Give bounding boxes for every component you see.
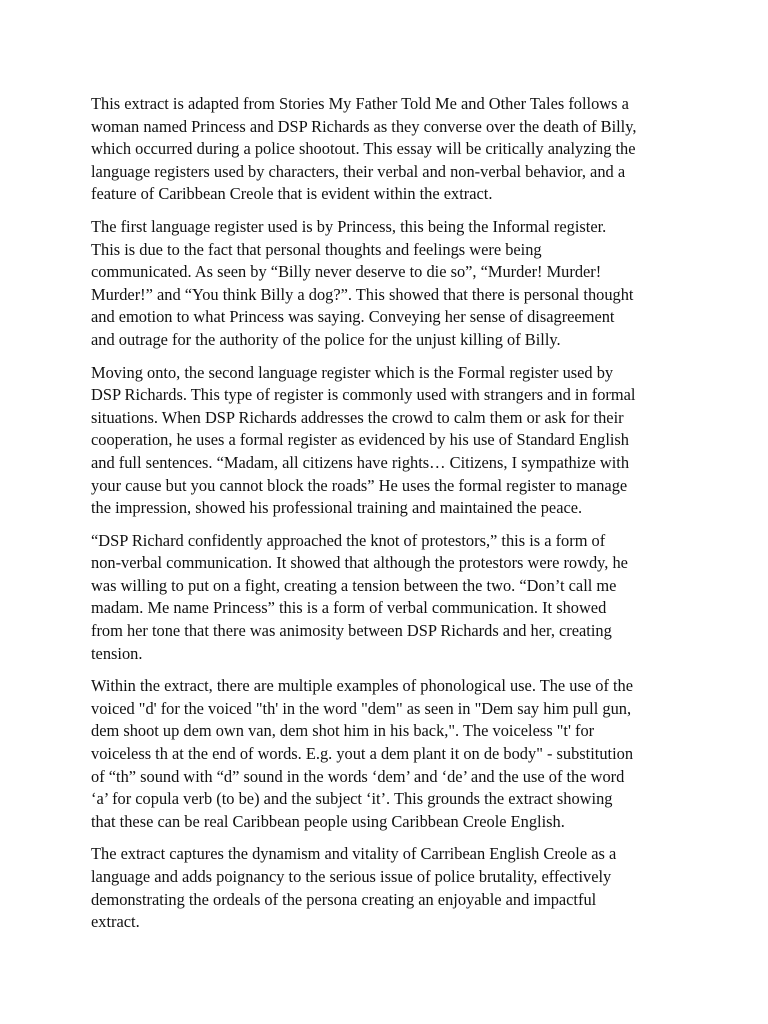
paragraph-formal-register: Moving onto, the second language register which is the Formal register used by DSP Richards. This type of register is commonly used with strangers and in formal situations. When DSP Richards addresses the crowd to calm them or ask for their cooperation, he uses a formal register as evidenced by his use of Standard English and full sentences. “Madam, all citizens have rights… Citizens, I sympathize with your cause but you cannot block the roads” He uses the formal register to manage the impression, showed his professional training and maintained the peace. <box>91 362 636 518</box>
paragraph-informal-register: The first language register used is by Princess, this being the Informal register. This is due to the fact that personal thoughts and feelings were being communicated. As seen by “Billy never deserve to die so”, “Murder! Murder! Murder!” and “You think Billy a dog?”. This showed that there is personal thought and emotion to what Princess was saying. Conveying her sense of disagreement and outrage for the authority of the police for the unjust killing of Billy. <box>91 216 634 349</box>
document-body <box>91 93 681 944</box>
paragraph-phonological-use: Within the extract, there are multiple examples of phonological use. The use of the voiced "d' for the voiced "th' in the word "dem" as seen in "Dem say him pull gun, dem shoot up dem own van, dem shot him in his back,". The voiceless "t' for voiceless th at the end of words. E.g. yout a dem plant it on de body" - substitution of “th” sound with “d” sound in the words ‘dem’ and ‘de’ and the use of the word ‘a’ for copula verb (to be) and the subject ‘it’. This grounds the extract showing that these can be real Caribbean people using Caribbean Creole English. <box>91 676 634 831</box>
paragraph-conclusion: The extract captures the dynamism and vitality of Carribean English Creole as a language and adds poignancy to the serious issue of police brutality, effectively demonstrating the ordeals of the persona creating an enjoyable and impactful extract. <box>91 844 617 932</box>
paragraph-introduction: This extract is adapted from Stories My Father Told Me and Other Tales follows a woman named Princess and DSP Richards as they converse over the death of Billy, which occurred during a police shootout. This essay will be critically analyzing the language registers used by characters, their verbal and non-verbal behavior, and a feature of Caribbean Creole that is evident within the extract. <box>91 94 637 204</box>
paragraph-verbal-nonverbal: “DSP Richard confidently approached the knot of protestors,” this is a form of non-verbal communication. It showed that although the protestors were rowdy, he was willing to put on a fight, creating a tension between the two. “Don’t call me madam. Me name Princess” this is a form of verbal communication. It showed from her tone that there was animosity between DSP Richards and her, creating tension. <box>91 530 628 663</box>
